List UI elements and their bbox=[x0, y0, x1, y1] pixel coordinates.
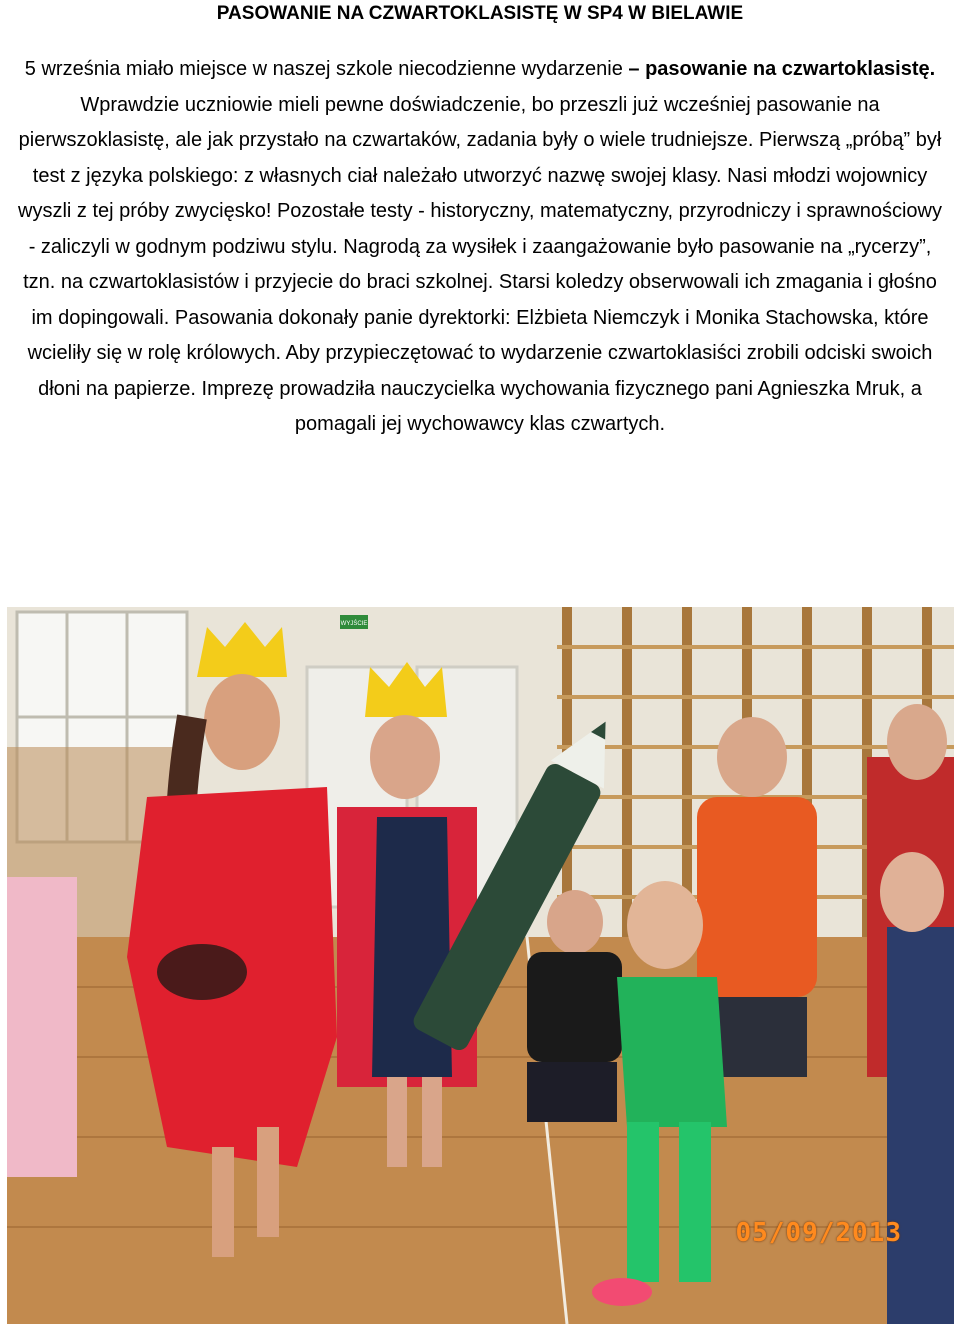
paragraph-segment: 5 września miało miejsce w naszej szkole niecodzienne wydarzenie bbox=[24, 58, 629, 80]
exit-sign: WYJŚCIE bbox=[340, 621, 368, 627]
document-title: PASOWANIE NA CZWARTOKLASISTĘ W SP4 W BIELAWIE bbox=[216, 3, 744, 24]
paragraph-segment: Wprawdzie uczniowie mieli pewne doświadczenie, bo przeszli już wcześniej pasowanie na pierwszoklasistę, ale jak przystało na czwartaków, zadania były o wiele trudniejsze. Pierwszą „próbą” był test z języka polskiego: z własnych ciał należało utworzyć nazwę swojej klasy. Nasi młodzi wojownicy wyszli z tej próby zwycięsko! Pozostałe testy - historyczny, matematyczny, przyrodniczy i sprawnościowy - zaliczyli w godnym podziwu stylu. Nagrodą za wysiłek i zaangażowanie było pasowanie na „rycerzy”, tzn. na czwartoklasistów i przyjecie do braci szkolnej. Starsi koledzy obserwowali ich zmagania i głośno im dopingowali. Pasowania dokonały panie dyrektorki: Elżbieta Niemczyk i Monika Stachowska, które wcieliły się w rolę królowych. Aby przypieczętować to wydarzenie czwartoklasiści zrobili odciski swoich dłoni na papierze. Imprezę prowadziła nauczycielka wychowania fizycznego pani Agnieszka Mruk, a pomagali jej wychowawcy klas czwartych. bbox=[18, 93, 942, 435]
paragraph-segment-bold: – pasowanie na czwartoklasistę. bbox=[628, 58, 936, 80]
article-paragraph bbox=[14, 52, 946, 443]
event-photo-illustration bbox=[7, 607, 954, 1324]
event-photo bbox=[7, 607, 954, 1324]
photo-date-stamp: 05/09/2013 bbox=[735, 1218, 902, 1248]
